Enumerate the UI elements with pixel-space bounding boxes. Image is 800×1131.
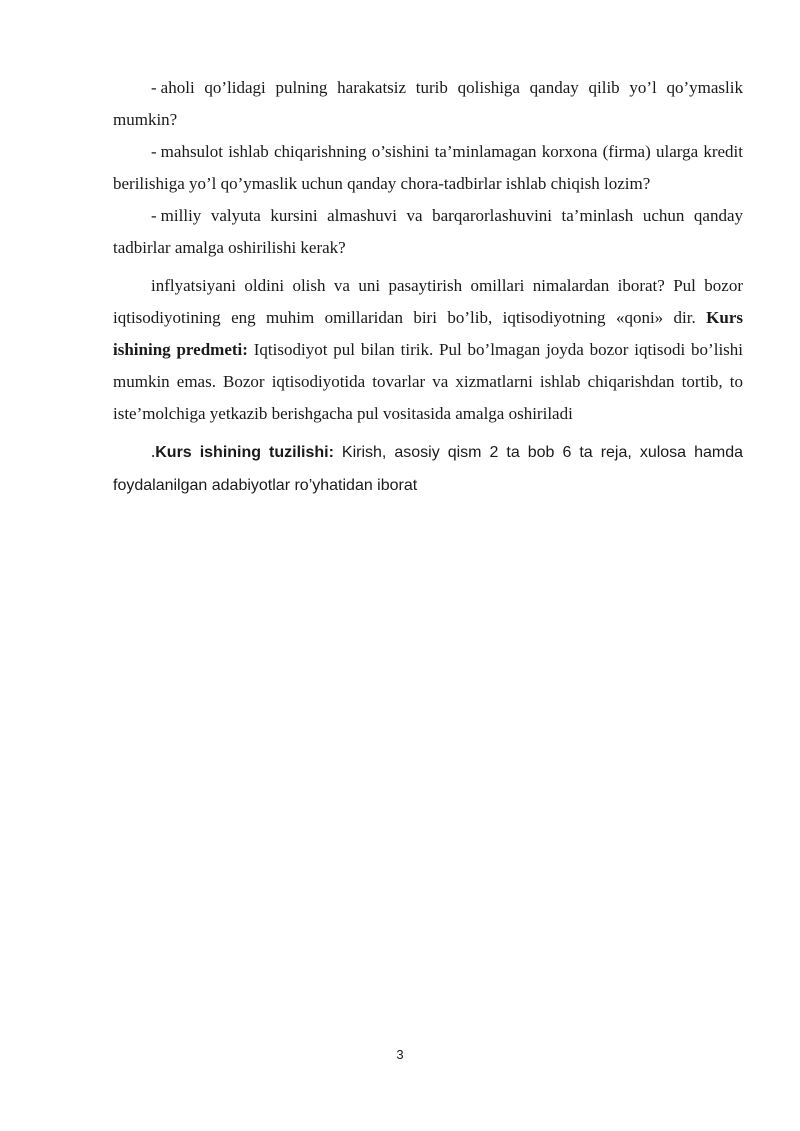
bullet-item bbox=[113, 200, 743, 264]
paragraph-text: Kirish, asosiy qism 2 ta bob 6 ta reja, xulosa hamda foydalanilgan adabiyotlar ro’yhatidan iborat bbox=[113, 444, 743, 494]
bullet-text: milliy valyuta kursini almashuvi va barqarorlashuvini ta’minlash uchun qanday tadbirlar amalga oshirilishi kerak? bbox=[113, 206, 743, 257]
bullet-dash: - bbox=[151, 206, 157, 225]
document-page bbox=[113, 72, 743, 502]
bullet-dash: - bbox=[151, 78, 157, 97]
body-paragraph-predmeti bbox=[113, 270, 743, 430]
bullet-dash: - bbox=[151, 142, 157, 161]
bullet-item bbox=[113, 136, 743, 200]
paragraph-text: inflyatsiyani oldini olish va uni pasaytirish omillari nimalardan iborat? Pul bozor iqtisodiyotining eng muhim omillaridan biri bo’lib, iqtisodiyotning «qoni» dir. bbox=[113, 276, 743, 327]
body-paragraph-tuzilishi bbox=[113, 436, 743, 502]
bullet-item bbox=[113, 72, 743, 136]
bullet-text: aholi qo’lidagi pulning harakatsiz turib qolishiga qanday qilib yo’l qo’ymaslik mumkin? bbox=[113, 78, 743, 129]
paragraph-text: Iqtisodiyot pul bilan tirik. Pul bo’lmagan joyda bozor iqtisodi bo’lishi mumkin emas. Bozor iqtisodiyotida tovarlar va xizmatlarni ishlab chiqarishdan tortib, to iste’molchiga yetkazib berishgacha pul vositasida amalga oshiriladi bbox=[113, 340, 744, 423]
paragraph-prefix: . bbox=[151, 442, 156, 461]
structure-label: Kurs ishining tuzilishi: bbox=[155, 444, 334, 461]
bullet-text: mahsulot ishlab chiqarishning o’sishini ta’minlamagan korxona (firma) ularga kredit berilishiga yo’l qo’ymaslik uchun qanday chora-tadbirlar ishlab chiqish lozim? bbox=[113, 142, 743, 193]
page-number: 3 bbox=[396, 1047, 404, 1062]
subject-label: Kurs ishining predmeti: bbox=[113, 308, 743, 359]
